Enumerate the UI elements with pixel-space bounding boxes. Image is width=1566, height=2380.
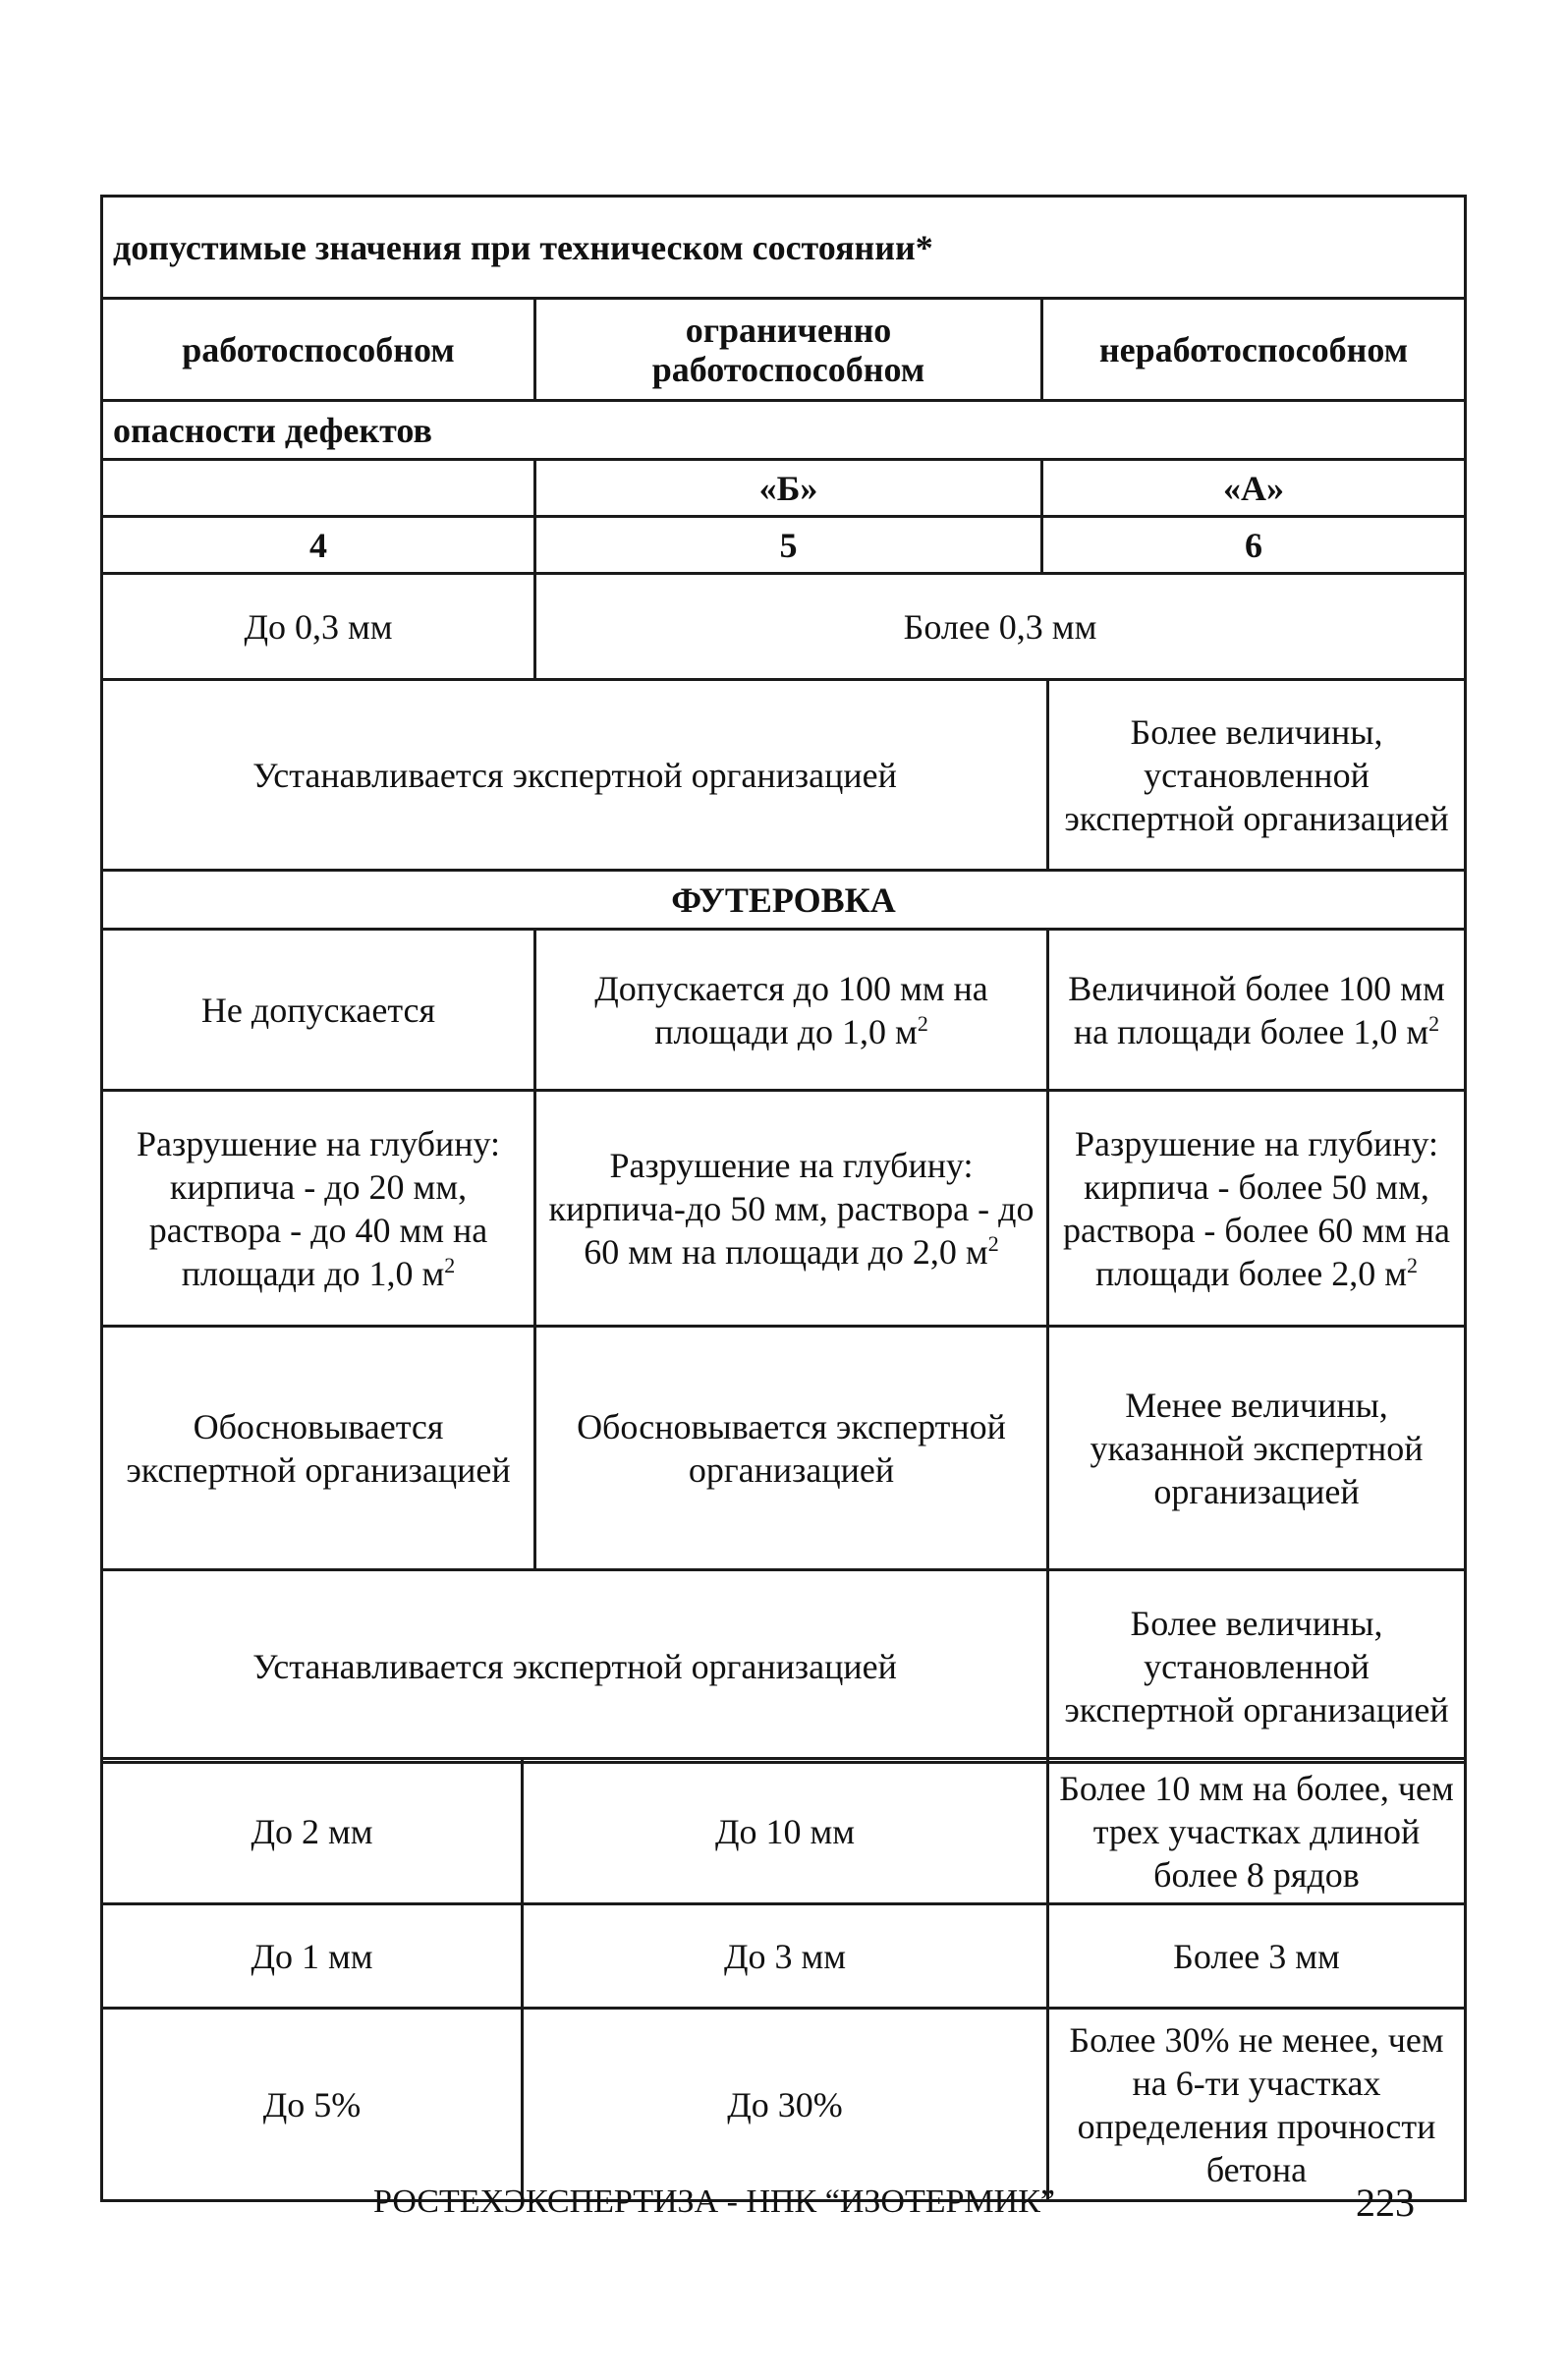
r3-c3 bbox=[1048, 930, 1466, 1091]
r1-c1: До 0,3 мм bbox=[102, 574, 535, 680]
r1-c23: Более 0,3 мм bbox=[535, 574, 1466, 680]
col-num-5: 5 bbox=[535, 517, 1042, 574]
r3-c2-sup: 2 bbox=[917, 1010, 928, 1036]
col-num-4: 4 bbox=[102, 517, 535, 574]
category-a: «А» bbox=[1042, 460, 1466, 517]
state-operable: работоспособном bbox=[102, 299, 535, 401]
r3-c1: Не допускается bbox=[102, 930, 535, 1091]
r5-c3: Менее величины, указанной экспертной организацией bbox=[1048, 1327, 1466, 1570]
r4-c3-text: Разрушение на глубину: кирпича - более 50 мм, раствора - более 60 мм на площади более 2,0 м bbox=[1063, 1123, 1450, 1293]
r2-c3: Более величины, установленной экспертной организацией bbox=[1048, 680, 1466, 871]
bottom-table bbox=[100, 1757, 1467, 2202]
r8-c2: До 3 мм bbox=[523, 1904, 1048, 2009]
r3-c3-text: Величиной более 100 мм на площади более 1,0 м bbox=[1068, 968, 1445, 1051]
r3-c2-text: Допускается до 100 мм на площади до 1,0 м bbox=[594, 968, 988, 1051]
page-footer bbox=[0, 2183, 1566, 2233]
r9-c2: До 30% bbox=[523, 2009, 1048, 2201]
page-number: 223 bbox=[1356, 2181, 1415, 2225]
r4-c2-text: Разрушение на глубину: кирпича-до 50 мм, раствора - до 60 мм на площади до 2,0 м bbox=[548, 1145, 1035, 1272]
r7-c3: Более 10 мм на более, чем трех участках длиной более 8 рядов bbox=[1048, 1759, 1466, 1904]
r5-c1: Обосновывается экспертной организацией bbox=[102, 1327, 535, 1570]
category-b: «Б» bbox=[535, 460, 1042, 517]
r7-c1: До 2 мм bbox=[102, 1759, 523, 1904]
section-title: ФУТЕРОВКА bbox=[102, 871, 1466, 930]
r4-c3-sup: 2 bbox=[1407, 1252, 1419, 1277]
danger-label: опасности дефектов bbox=[102, 401, 1466, 460]
r4-c2-sup: 2 bbox=[987, 1230, 999, 1256]
r8-c1: До 1 мм bbox=[102, 1904, 523, 2009]
r4-c2 bbox=[535, 1091, 1048, 1327]
r4-c1 bbox=[102, 1091, 535, 1327]
r2-c12: Устанавливается экспертной организацией bbox=[102, 680, 1048, 871]
header-table bbox=[100, 195, 1467, 681]
r4-c3 bbox=[1048, 1091, 1466, 1327]
r5-c2: Обосновывается экспертной организацией bbox=[535, 1327, 1048, 1570]
body-table bbox=[100, 678, 1467, 1764]
table-title: допустимые значения при техническом состоянии* bbox=[102, 197, 1466, 299]
category-empty bbox=[102, 460, 535, 517]
state-inoperable: неработоспособном bbox=[1042, 299, 1466, 401]
col-num-6: 6 bbox=[1042, 517, 1466, 574]
r6-c3: Более величины, установленной экспертной организацией bbox=[1048, 1570, 1466, 1763]
r6-c12: Устанавливается экспертной организацией bbox=[102, 1570, 1048, 1763]
r9-c1: До 5% bbox=[102, 2009, 523, 2201]
r8-c3: Более 3 мм bbox=[1048, 1904, 1466, 2009]
r3-c2 bbox=[535, 930, 1048, 1091]
r7-c2: До 10 мм bbox=[523, 1759, 1048, 1904]
r3-c3-sup: 2 bbox=[1428, 1010, 1440, 1036]
r4-c1-sup: 2 bbox=[444, 1252, 456, 1277]
footer-org: РОСТЕХЭКСПЕРТИЗА - НПК “ИЗОТЕРМИК” bbox=[373, 2183, 1055, 2220]
r9-c3: Более 30% не менее, чем на 6-ти участках определения прочности бетона bbox=[1048, 2009, 1466, 2201]
r4-c1-text: Разрушение на глубину: кирпича - до 20 мм, раствора - до 40 мм на площади до 1,0 м bbox=[136, 1123, 500, 1293]
state-limited: ограниченно работоспособном bbox=[535, 299, 1042, 401]
